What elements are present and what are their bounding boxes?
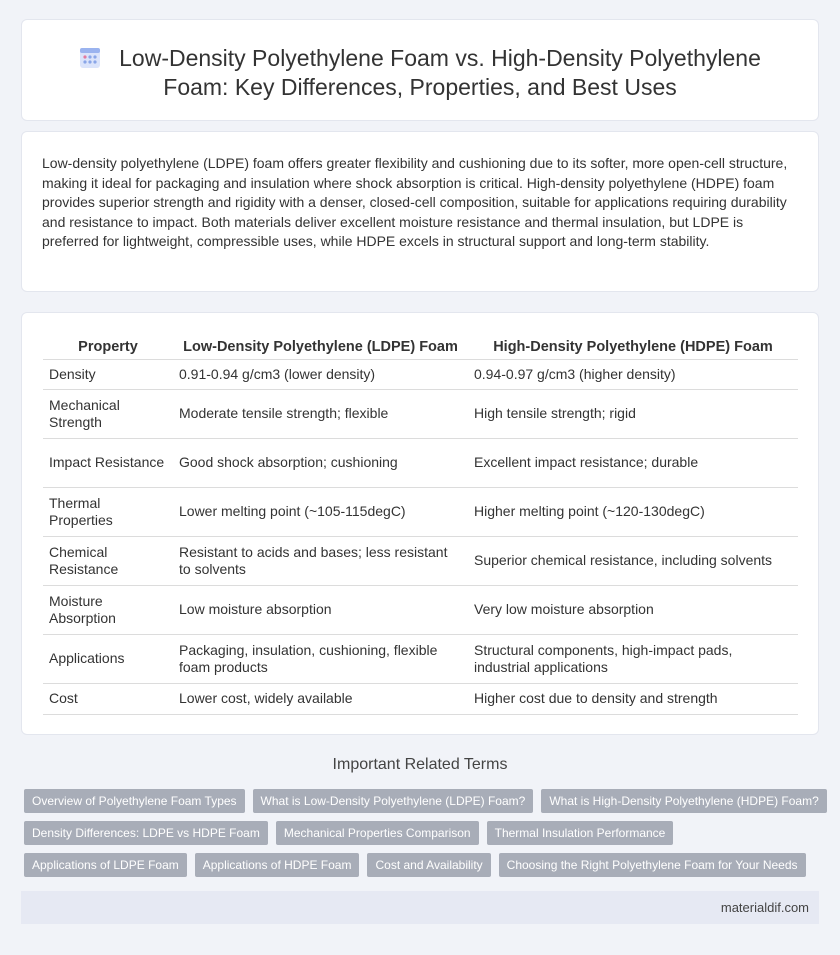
hdpe-cell: High tensile strength; rigid xyxy=(468,390,798,439)
hdpe-cell: Higher cost due to density and strength xyxy=(468,684,798,715)
ldpe-cell: Lower cost, widely available xyxy=(173,684,468,715)
property-cell: Impact Resistance xyxy=(43,439,173,488)
related-term-tag[interactable]: Applications of LDPE Foam xyxy=(24,853,187,877)
ldpe-cell: Lower melting point (~105-115degC) xyxy=(173,488,468,537)
ldpe-cell: Packaging, insulation, cushioning, flexible foam products xyxy=(173,635,468,684)
related-term-tag[interactable]: Choosing the Right Polyethylene Foam for Your Needs xyxy=(499,853,806,877)
tag-row xyxy=(24,789,824,813)
hdpe-cell: 0.94-0.97 g/cm3 (higher density) xyxy=(468,360,798,390)
table-row xyxy=(43,488,798,537)
tag-row xyxy=(24,853,824,877)
related-terms-tags xyxy=(24,789,824,885)
title-card xyxy=(21,19,819,121)
ldpe-cell: Good shock absorption; cushioning xyxy=(173,439,468,488)
comparison-table xyxy=(43,335,798,715)
property-cell: Mechanical Strength xyxy=(43,390,173,439)
related-term-tag[interactable]: Overview of Polyethylene Foam Types xyxy=(24,789,245,813)
hdpe-cell: Superior chemical resistance, including solvents xyxy=(468,537,798,586)
table-row xyxy=(43,537,798,586)
hdpe-cell: Excellent impact resistance; durable xyxy=(468,439,798,488)
related-term-tag[interactable]: Density Differences: LDPE vs HDPE Foam xyxy=(24,821,268,845)
intro-paragraph: Low-density polyethylene (LDPE) foam offers greater flexibility and cushioning due to its softer, more open-cell structure, making it ideal for packaging and insulation where shock absorption is critical. High-density polyethylene (HDPE) foam provides superior strength and rigidity with a denser, closed-cell composition, suitable for applications requiring durability and resistance to impact. Both materials deliver excellent moisture resistance and thermal insulation, but LDPE is preferred for lightweight, compressible uses, while HDPE excels in structural support and long-term stability. xyxy=(42,155,788,250)
document-list-icon xyxy=(79,47,101,69)
column-header-property: Property xyxy=(43,335,173,360)
related-term-tag[interactable]: Mechanical Properties Comparison xyxy=(276,821,479,845)
related-term-tag[interactable]: Thermal Insulation Performance xyxy=(487,821,674,845)
property-cell: Chemical Resistance xyxy=(43,537,173,586)
table-row xyxy=(43,360,798,390)
property-cell: Density xyxy=(43,360,173,390)
footer-site-link[interactable]: materialdif.com xyxy=(720,900,809,915)
hdpe-cell: Very low moisture absorption xyxy=(468,586,798,635)
table-row xyxy=(43,684,798,715)
property-cell: Cost xyxy=(43,684,173,715)
column-header-hdpe: High-Density Polyethylene (HDPE) Foam xyxy=(468,335,798,360)
table-row xyxy=(43,390,798,439)
page-title xyxy=(62,44,778,102)
ldpe-cell: Low moisture absorption xyxy=(173,586,468,635)
column-header-ldpe: Low-Density Polyethylene (LDPE) Foam xyxy=(173,335,468,360)
property-cell: Applications xyxy=(43,635,173,684)
hdpe-cell: Structural components, high-impact pads, industrial applications xyxy=(468,635,798,684)
related-term-tag[interactable]: Cost and Availability xyxy=(367,853,490,877)
page-title-text: Low-Density Polyethylene Foam vs. High-Density Polyethylene Foam: Key Differences, Properties, and Best Uses xyxy=(119,45,761,100)
ldpe-cell: 0.91-0.94 g/cm3 (lower density) xyxy=(173,360,468,390)
property-cell: Thermal Properties xyxy=(43,488,173,537)
table-row xyxy=(43,635,798,684)
table-row xyxy=(43,586,798,635)
ldpe-cell: Resistant to acids and bases; less resistant to solvents xyxy=(173,537,468,586)
intro-card xyxy=(21,131,819,292)
table-row xyxy=(43,439,798,488)
related-term-tag[interactable]: Applications of HDPE Foam xyxy=(195,853,360,877)
footer xyxy=(21,891,819,924)
related-term-tag[interactable]: What is High-Density Polyethylene (HDPE) Foam? xyxy=(541,789,826,813)
comparison-table-card xyxy=(21,312,819,735)
related-term-tag[interactable]: What is Low-Density Polyethylene (LDPE) Foam? xyxy=(253,789,534,813)
ldpe-cell: Moderate tensile strength; flexible xyxy=(173,390,468,439)
tag-row xyxy=(24,821,824,845)
property-cell: Moisture Absorption xyxy=(43,586,173,635)
table-header-row xyxy=(43,335,798,360)
hdpe-cell: Higher melting point (~120-130degC) xyxy=(468,488,798,537)
related-terms-heading: Important Related Terms xyxy=(332,756,508,773)
